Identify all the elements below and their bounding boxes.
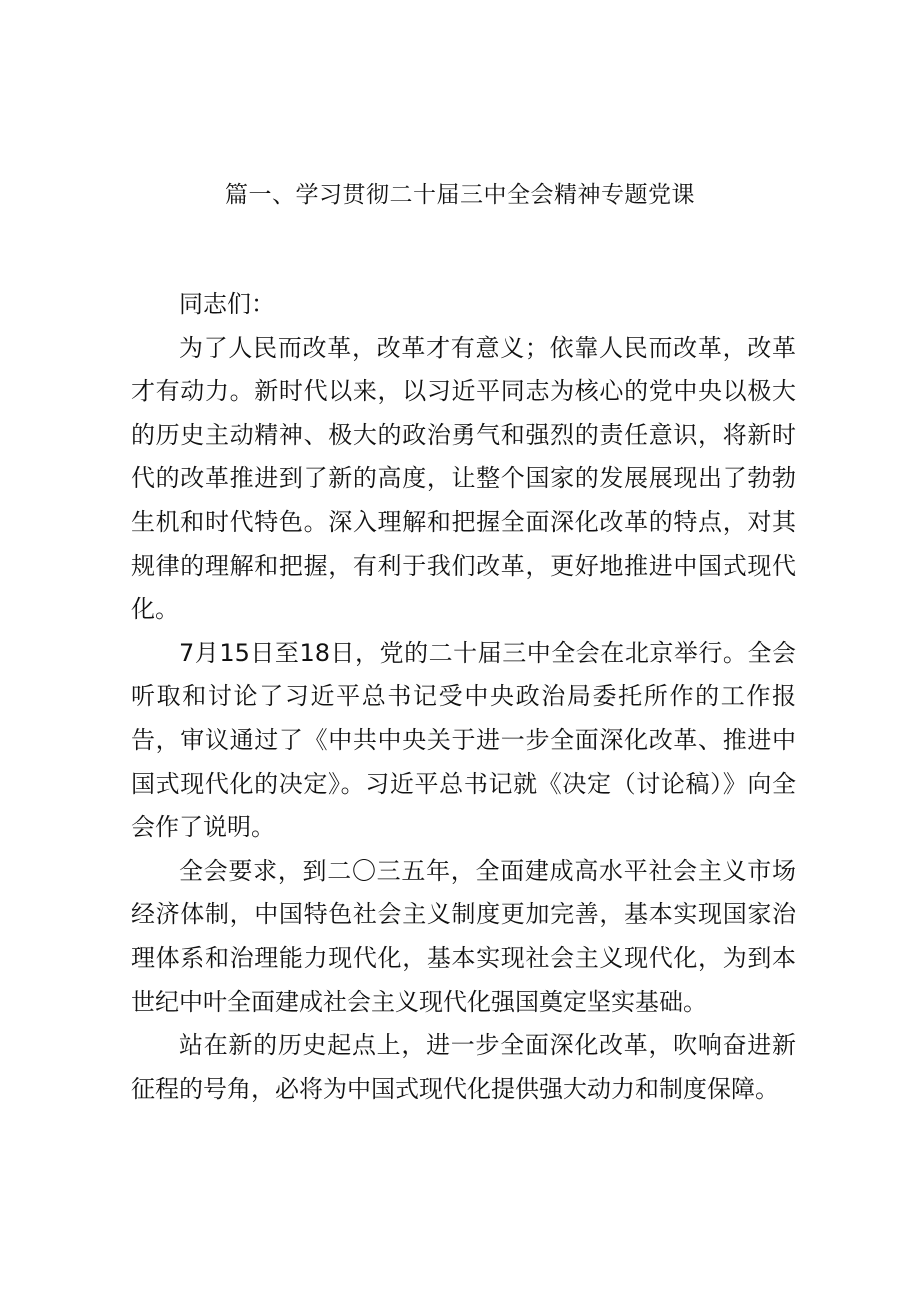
greeting: 同志们：	[179, 290, 275, 318]
document-title: 篇一、学习贯彻二十届三中全会精神专题党课	[225, 182, 695, 208]
paragraph-2: 7月15日至18日，党的二十届三中全会在北京举行。全会听取和讨论了习近平总书记受中央政治局委托所作的工作报告，审议通过了《中共中央关于进一步全面深化改革、推进中国式现代化的决定》。习近平总书记就《决定（讨论稿）》向全会作了说明。	[131, 638, 796, 842]
paragraph-1: 为了人民而改革，改革才有意义；依靠人民而改革，改革才有动力。新时代以来，以习近平同志为核心的党中央以极大的历史主动精神、极大的政治勇气和强烈的责任意识，将新时代的改革推进到了新的高度，让整个国家的发展展现出了勃勃生机和时代特色。深入理解和把握全面深化改革的特点，对其规律的理解和把握，有利于我们改革，更好地推进中国式现代化。	[131, 333, 796, 624]
paragraph-3: 全会要求，到二〇三五年，全面建成高水平社会主义市场经济体制，中国特色社会主义制度更加完善，基本实现国家治理体系和治理能力现代化，基本实现社会主义现代化，为到本世纪中叶全面建成社会主义现代化强国奠定坚实基础。	[131, 856, 796, 1016]
paragraph-4: 站在新的历史起点上，进一步全面深化改革，吹响奋进新征程的号角，必将为中国式现代化提供强大动力和制度保障。	[131, 1031, 796, 1103]
document-body	[131, 283, 796, 1111]
